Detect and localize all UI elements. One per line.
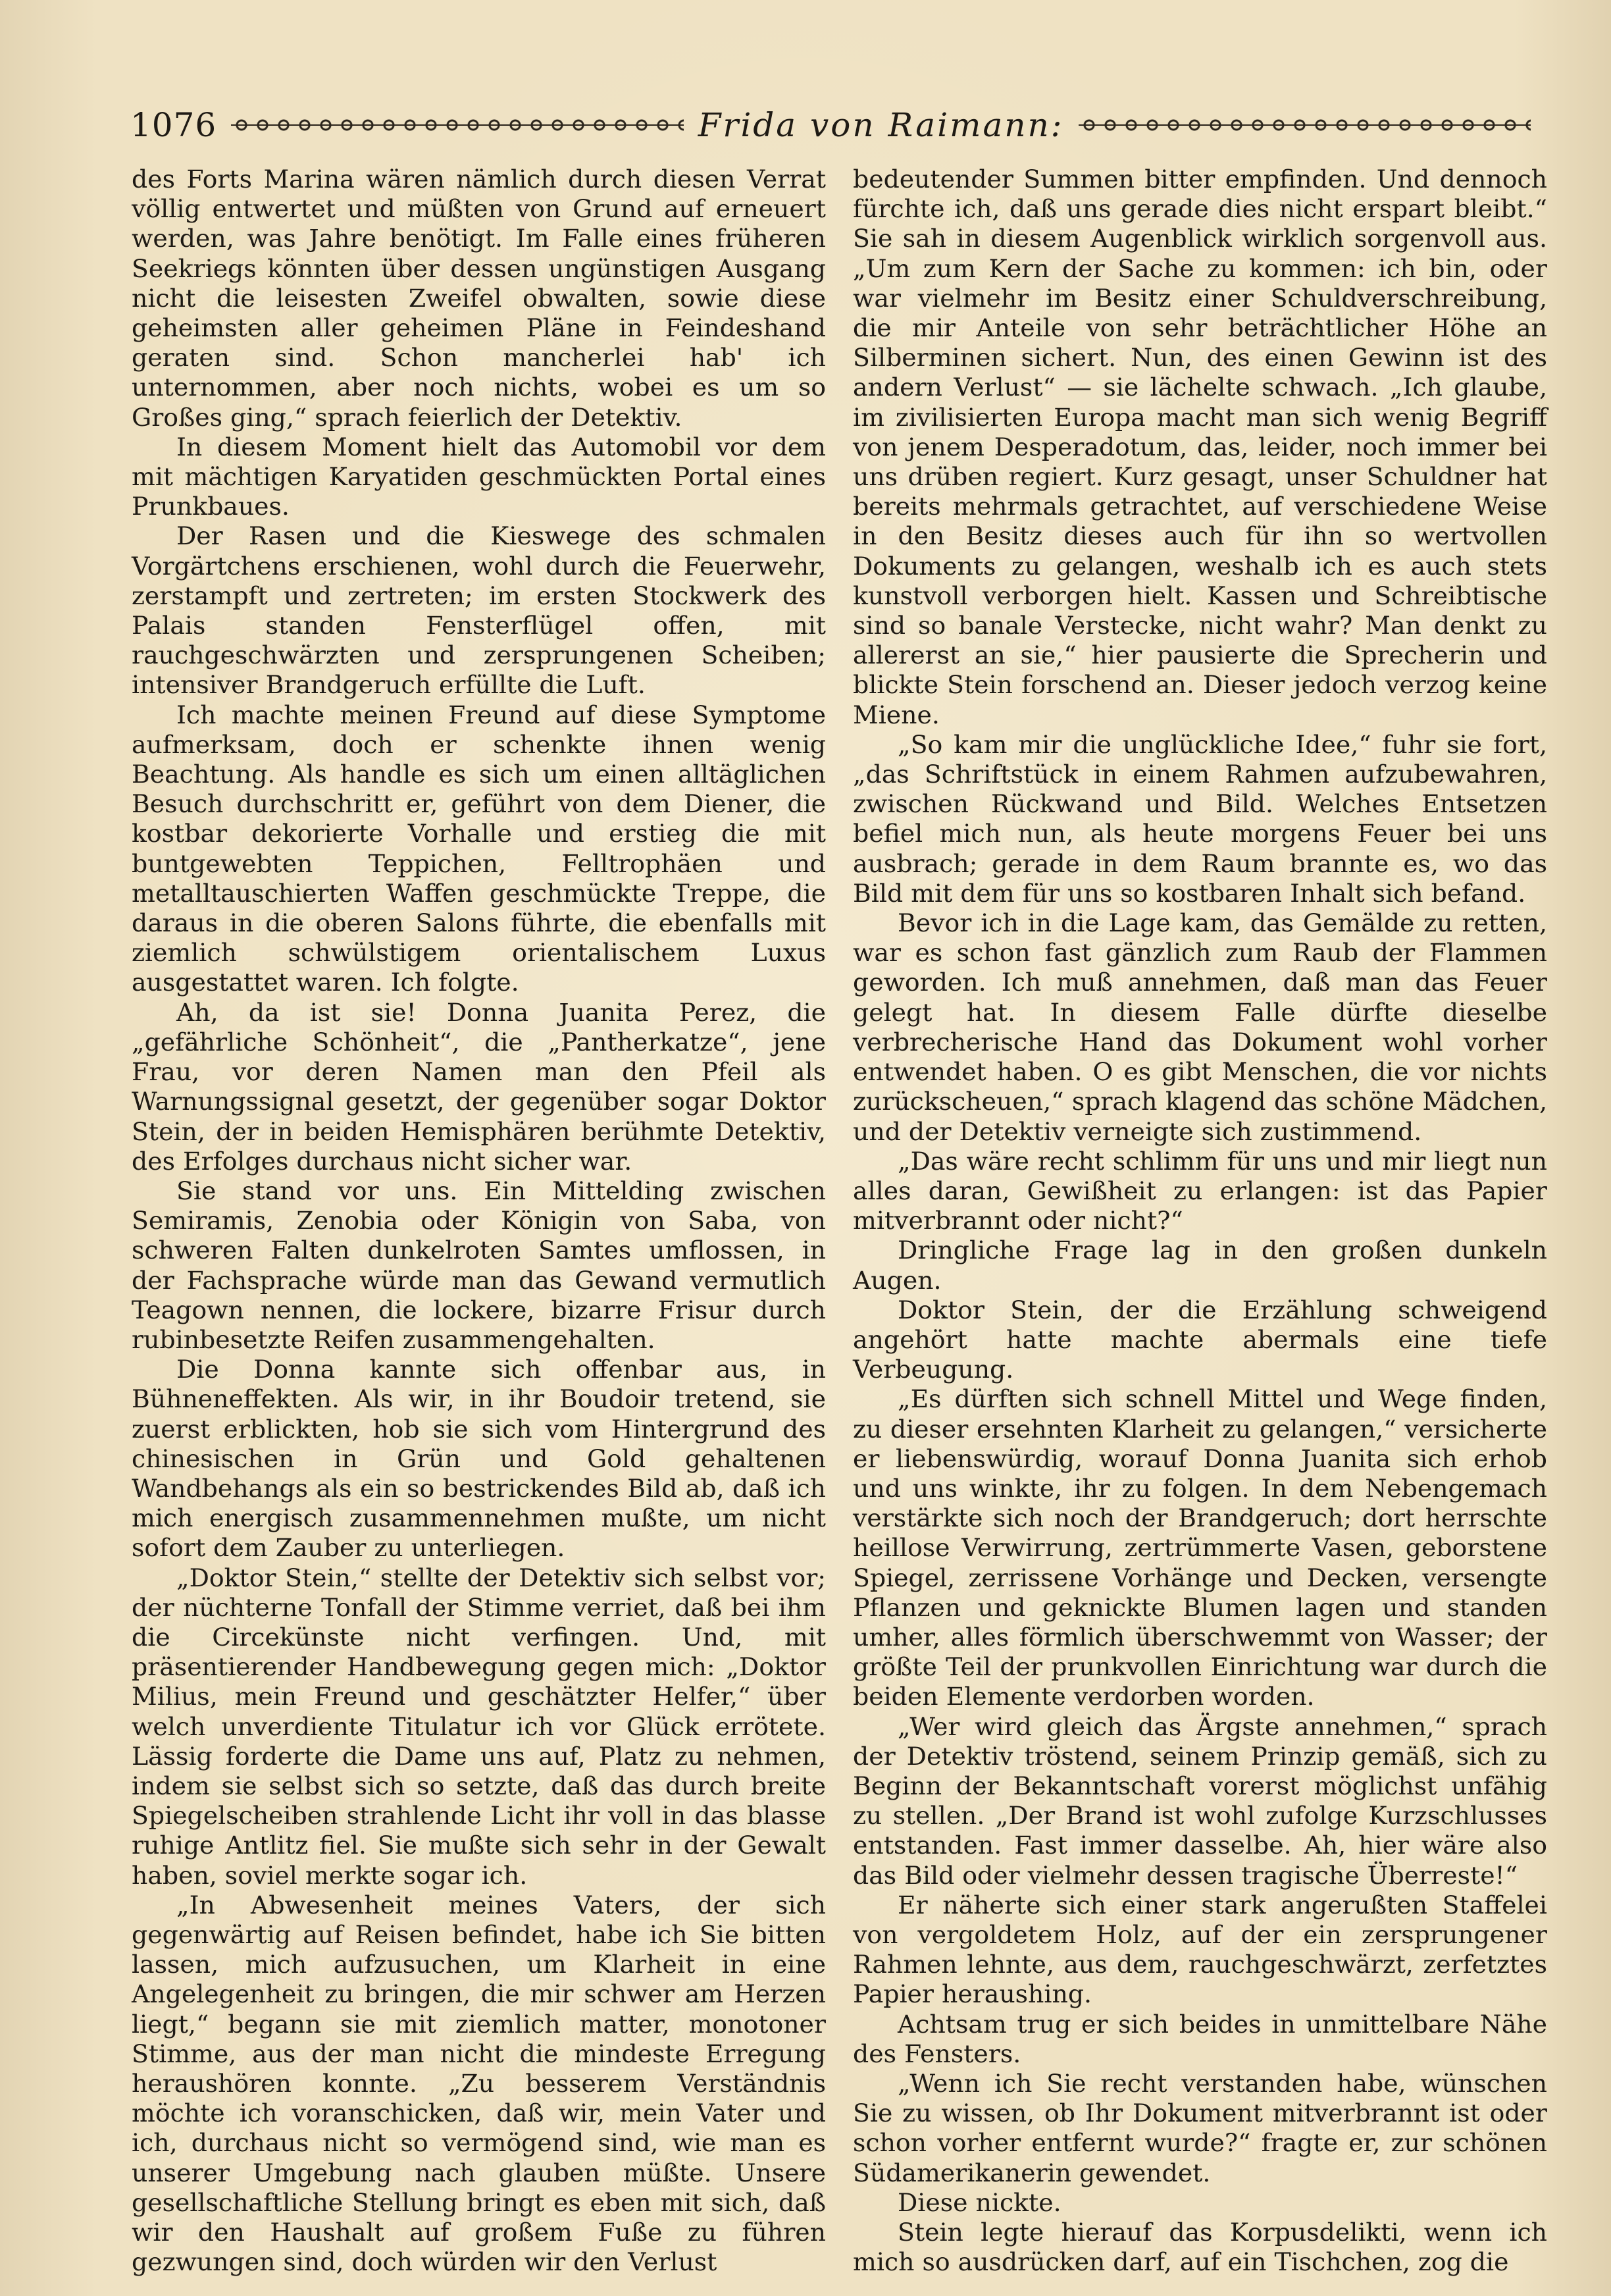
- left-text-column: [132, 165, 826, 2277]
- paragraph: „Wer wird gleich das Ärgste annehmen,“ sprach der Detektiv tröstend, seinem Prinzip gemäß, sich zu Beginn der Bekanntschaft vorerst möglichst unfähig zu stellen. „Der Brand ist wohl zufolge Kurzschlusses entstanden. Fast immer dasselbe. Ah, hier wäre also das Bild oder vielmehr dessen tragische Überreste!“: [853, 1711, 1547, 1890]
- paragraph: Achtsam trug er sich beides in unmittelbare Nähe des Fensters.: [853, 2009, 1547, 2068]
- paragraph: des Forts Marina wären nämlich durch diesen Verrat völlig entwertet und müßten von Grund auf erneuert werden, was Jahre benötigt. Im Falle eines früheren Seekriegs könnten über dessen ungünstigen Ausgang nicht die leisesten Zweifel obwalten, sowie diese geheimsten aller geheimen Pläne in Feindeshand geraten sind. Schon mancherlei hab' ich unternommen, aber noch nichts, wobei es um so Großes ging,“ sprach feierlich der Detektiv.: [132, 165, 826, 432]
- paragraph: Bevor ich in die Lage kam, das Gemälde zu retten, war es schon fast gänzlich zum Raub der Flammen geworden. Ich muß annehmen, daß man das Feuer gelegt hat. In diesem Falle dürfte dieselbe verbrecherische Hand das Dokument wohl vorher entwendet haben. O es gibt Menschen, die vor nichts zurückscheuen,“ sprach klagend das schöne Mädchen, und der Detektiv verneigte sich zustimmend.: [853, 908, 1547, 1146]
- paragraph: „Doktor Stein,“ stellte der Detektiv sich selbst vor; der nüchterne Tonfall der Stimme verriet, daß bei ihm die Circekünste nicht verfingen. Und, mit präsentierender Handbewegung gegen mich: „Doktor Milius, mein Freund und geschätzter Helfer,“ über welch unverdiente Titulatur ich vor Glück errötete. Lässig forderte die Dame uns auf, Platz zu nehmen, indem sie selbst sich so setzte, daß das durch breite Spiegelscheiben strahlende Licht ihr voll in das blasse ruhige Antlitz fiel. Sie mußte sich sehr in der Gewalt haben, soviel merkte sogar ich.: [132, 1563, 826, 1890]
- running-head: Frida von Raimann:: [698, 106, 1064, 144]
- paragraph: Die Donna kannte sich offenbar aus, in Bühneneffekten. Als wir, in ihr Boudoir tretend, sie zuerst erblickten, hob sie sich vom Hintergrund des chinesischen in Grün und Gold gehaltenen Wandbehangs als ein so bestrickendes Bild ab, daß ich mich energisch zusammennehmen mußte, um nicht sofort dem Zauber zu unterliegen.: [132, 1355, 826, 1563]
- paragraph: Er näherte sich einer stark angerußten Staffelei von vergoldetem Holz, auf der ein zersprungener Rahmen lehnte, aus dem, rauchgeschwärzt, zerfetztes Papier heraushing.: [853, 1890, 1547, 2009]
- paragraph: Der Rasen und die Kieswege des schmalen Vorgärtchens erschienen, wohl durch die Feuerwehr, zerstampft und zertreten; im ersten Stockwerk des Palais standen Fensterflügel offen, mit rauchgeschwärzten und zersprungenen Scheiben; intensiver Brandgeruch erfüllte die Luft.: [132, 521, 826, 700]
- paragraph: Dringliche Frage lag in den großen dunkeln Augen.: [853, 1236, 1547, 1295]
- ornament-divider-left: [231, 115, 683, 135]
- paragraph: Stein legte hierauf das Korpusdelikti, wenn ich mich so ausdrücken darf, auf ein Tischchen, zog die: [853, 2218, 1547, 2277]
- paragraph: Ah, da ist sie! Donna Juanita Perez, die „gefährliche Schönheit“, die „Pantherkatze“, jene Frau, vor deren Namen man den Pfeil als Warnungssignal gesetzt, der gegenüber sogar Doktor Stein, der in beiden Hemisphären berühmte Detektiv, des Erfolges durchaus nicht sicher war.: [132, 997, 826, 1176]
- paragraph: „Das wäre recht schlimm für uns und mir liegt nun alles daran, Gewißheit zu erlangen: ist das Papier mitverbrannt oder nicht?“: [853, 1146, 1547, 1236]
- paragraph: „In Abwesenheit meines Vaters, der sich gegenwärtig auf Reisen befindet, habe ich Sie bitten lassen, mich aufzusuchen, um Klarheit in eine Angelegenheit zu bringen, die mir schwer am Herzen liegt,“ begann sie mit ziemlich matter, monotoner Stimme, aus der man nicht die mindeste Erregung heraushören konnte. „Zu besserem Verständnis möchte ich voranschicken, daß wir, mein Vater und ich, durchaus nicht so vermögend sind, wie man es unserer Umgebung nach glauben müßte. Unsere gesellschaftliche Stellung bringt es eben mit sich, daß wir den Haushalt auf großem Fuße zu führen gezwungen sind, doch würden wir den Verlust: [132, 1890, 826, 2277]
- paragraph: Diese nickte.: [898, 2187, 1061, 2217]
- paragraph: In diesem Moment hielt das Automobil vor dem mit mächtigen Karyatiden geschmückten Portal eines Prunkbaues.: [132, 432, 826, 521]
- paragraph: Doktor Stein, der die Erzählung schweigend angehört hatte machte abermals eine tiefe Verbeugung.: [853, 1295, 1547, 1384]
- ornament-divider-right: [1079, 115, 1531, 135]
- paragraph: bedeutender Summen bitter empfinden. Und dennoch fürchte ich, daß uns gerade dies nicht erspart bleibt.“ Sie sah in diesem Augenblick wirklich sorgenvoll aus. „Um zum Kern der Sache zu kommen: ich bin, oder war vielmehr im Besitz einer Schuldverschreibung, die mir Anteile von sehr beträchtlicher Höhe an Silberminen sichert. Nun, des einen Gewinn ist des andern Verlust“ — sie lächelte schwach. „Ich glaube, im zivilisierten Europa macht man sich wenig Begriff von jenem Desperadotum, das, leider, noch immer bei uns drüben regiert. Kurz gesagt, unser Schuldner hat bereits mehrmals getrachtet, auf verschiedene Weise in den Besitz dieses auch für ihn so wertvollen Dokuments zu gelangen, weshalb ich es auch stets kunstvoll verborgen hielt. Kassen und Schreibtische sind so banale Verstecke, nicht wahr? Man denkt zu allererst an sie,“ hier pausierte die Sprecherin und blickte Stein forschend an. Dieser jedoch verzog keine Miene.: [853, 165, 1547, 729]
- page-header: [130, 99, 1545, 151]
- page-number: 1076: [130, 106, 217, 144]
- paragraph: „Wenn ich Sie recht verstanden habe, wünschen Sie zu wissen, ob Ihr Dokument mitverbrannt ist oder schon vorher entfernt wurde?“ fragte er, zur schönen Südamerikanerin gewendet.: [853, 2069, 1547, 2187]
- paragraph: „Es dürften sich schnell Mittel und Wege finden, zu dieser ersehnten Klarheit zu gelangen,“ versicherte er liebenswürdig, worauf Donna Juanita sich erhob und uns winkte, ihr zu folgen. In dem Nebengemach verstärkte sich noch der Brandgeruch; dort herrschte heillose Verwirrung, zertrümmerte Vasen, geborstene Spiegel, zerrissene Vorhänge und Decken, versengte Pflanzen und geknickte Blumen lagen und standen umher, alles förmlich überschwemmt von Wasser; der größte Teil der prunkvollen Einrichtung war durch die beiden Elemente verdorben worden.: [853, 1384, 1547, 1711]
- paragraph: Ich machte meinen Freund auf diese Symptome aufmerksam, doch er schenkte ihnen wenig Beachtung. Als handle es sich um einen alltäglichen Besuch durchschritt er, geführt von dem Diener, die kostbar dekorierte Vorhalle und erstieg die mit buntgewebten Teppichen, Felltrophäen und metalltauschierten Waffen geschmückte Treppe, die daraus in die oberen Salons führte, die ebenfalls mit ziemlich schwülstigem orientalischem Luxus ausgestattet waren. Ich folgte.: [132, 700, 826, 997]
- paragraph: „So kam mir die unglückliche Idee,“ fuhr sie fort, „das Schriftstück in einem Rahmen aufzubewahren, zwischen Rückwand und Bild. Welches Entsetzen befiel mich nun, als heute morgens Feuer bei uns ausbrach; gerade in dem Raum brannte es, wo das Bild mit dem für uns so kostbaren Inhalt sich befand.: [853, 729, 1547, 908]
- paragraph: Sie stand vor uns. Ein Mittelding zwischen Semiramis, Zenobia oder Königin von Saba, von schweren Falten dunkelroten Samtes umflossen, in der Fachsprache würde man das Gewand vermutlich Teagown nennen, die lockere, bizarre Frisur durch rubinbesetzte Reifen zusammengehalten.: [132, 1176, 826, 1354]
- right-text-column: [853, 165, 1547, 2277]
